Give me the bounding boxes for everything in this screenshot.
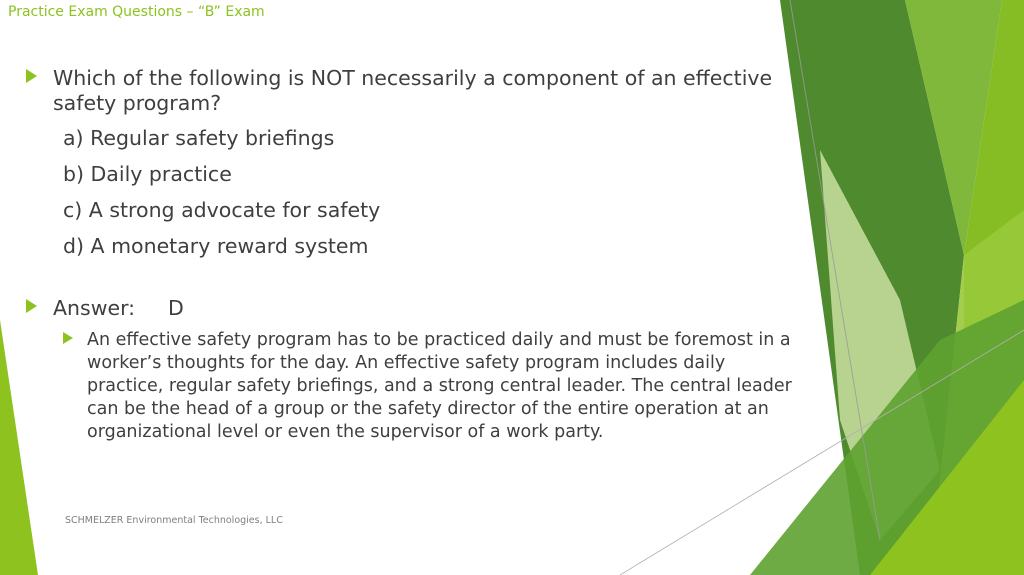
answer-label: Answer: bbox=[53, 296, 136, 320]
option-d: d) A monetary reward system bbox=[63, 234, 369, 258]
slide-content bbox=[26, 66, 796, 444]
explanation-text: An effective safety program has to be practiced daily and must be foremost in a worker’s thoughts for the day. An effective safety program includes daily practice, regular safety briefings, and a strong central leader. The central leader can be the head of a group or the safety director of the entire operation at an organizational level or even the supervisor of a work party. bbox=[87, 330, 792, 442]
option-b: b) Daily practice bbox=[63, 162, 232, 186]
question-bullet bbox=[26, 66, 796, 116]
question-text: Which of the following is NOT necessarily a component of an effective safety program? bbox=[53, 66, 773, 115]
explanation-bullet bbox=[63, 329, 796, 444]
footer-text: SCHMELZER Environmental Technologies, LLC bbox=[65, 515, 283, 526]
slide-title: Practice Exam Questions – “B” Exam bbox=[8, 4, 265, 20]
answer-value: D bbox=[168, 296, 184, 320]
arrow-bullet-icon bbox=[26, 299, 37, 313]
arrow-bullet-icon bbox=[63, 332, 73, 344]
arrow-bullet-icon bbox=[26, 69, 37, 83]
answer-options bbox=[63, 126, 796, 259]
option-a: a) Regular safety briefings bbox=[63, 126, 335, 150]
option-c: c) A strong advocate for safety bbox=[63, 198, 381, 222]
answer-bullet bbox=[26, 296, 796, 321]
